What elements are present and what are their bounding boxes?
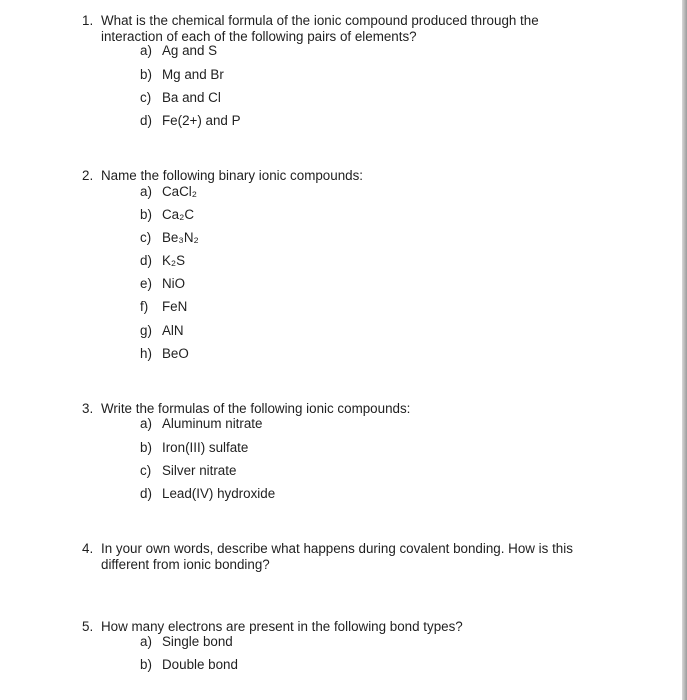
option-text: FeN [162, 299, 188, 314]
option-label: a) [140, 416, 152, 431]
page-edge-shadow [682, 0, 687, 700]
answer-option [140, 67, 224, 82]
option-label: c) [140, 463, 152, 478]
option-label: d) [140, 113, 152, 128]
option-label: c) [140, 90, 152, 105]
answer-option [140, 253, 185, 268]
question-text: Name the following binary ionic compounds: [101, 168, 364, 183]
option-text: Single bond [162, 634, 233, 649]
answer-option [140, 416, 262, 431]
option-text: K₂S [162, 253, 186, 268]
option-label: h) [140, 346, 152, 361]
option-label: c) [140, 230, 152, 245]
option-label: g) [140, 323, 152, 338]
answer-option [140, 184, 197, 199]
answer-option [140, 90, 221, 105]
option-label: e) [140, 276, 152, 291]
answer-option [140, 440, 248, 455]
option-label: a) [140, 184, 152, 199]
question-text: What is the chemical formula of the ionic compound produced through the interaction of each of the following pairs of elements? [101, 13, 539, 44]
answer-option [140, 657, 238, 672]
option-label: d) [140, 253, 152, 268]
option-text: Iron(III) sulfate [162, 440, 249, 455]
option-text: NiO [162, 276, 186, 291]
option-label: b) [140, 67, 152, 82]
answer-option [140, 276, 185, 291]
option-text: Silver nitrate [162, 463, 237, 478]
question-number: 2. [82, 168, 94, 183]
option-text: Ba and Cl [162, 90, 221, 105]
answer-option [140, 323, 184, 338]
option-text: AlN [162, 323, 184, 338]
option-label: b) [140, 657, 152, 672]
option-text: BeO [162, 346, 189, 361]
option-text: Fe(2+) and P [162, 113, 241, 128]
option-label: b) [140, 207, 152, 222]
answer-option [140, 634, 233, 649]
question-text: How many electrons are present in the following bond types? [101, 619, 463, 634]
option-text: Aluminum nitrate [162, 416, 263, 431]
option-label: a) [140, 634, 152, 649]
question-text: In your own words, describe what happens during covalent bonding. How is this different from ionic bonding? [101, 541, 573, 572]
question-number: 3. [82, 401, 94, 416]
answer-option [140, 207, 194, 222]
answer-option [140, 230, 199, 245]
answer-option [140, 113, 241, 128]
option-text: Lead(IV) hydroxide [162, 486, 276, 501]
question-number: 1. [82, 13, 94, 28]
option-label: d) [140, 486, 152, 501]
question-number: 4. [82, 541, 94, 556]
question-number: 5. [82, 619, 94, 634]
answer-option [140, 486, 275, 501]
option-text: Ag and S [162, 43, 218, 58]
option-text: Ca₂C [162, 207, 194, 222]
question-text: Write the formulas of the following ionic compounds: [101, 401, 411, 416]
answer-option [140, 299, 187, 314]
option-text: Mg and Br [162, 67, 224, 82]
option-label: a) [140, 43, 152, 58]
option-text: CaCl₂ [162, 184, 197, 199]
option-label: b) [140, 440, 152, 455]
option-label: f) [140, 299, 149, 314]
answer-option [140, 346, 189, 361]
option-text: Double bond [162, 657, 238, 672]
option-text: Be₃N₂ [162, 230, 199, 245]
answer-option [140, 43, 217, 58]
answer-option [140, 463, 236, 478]
